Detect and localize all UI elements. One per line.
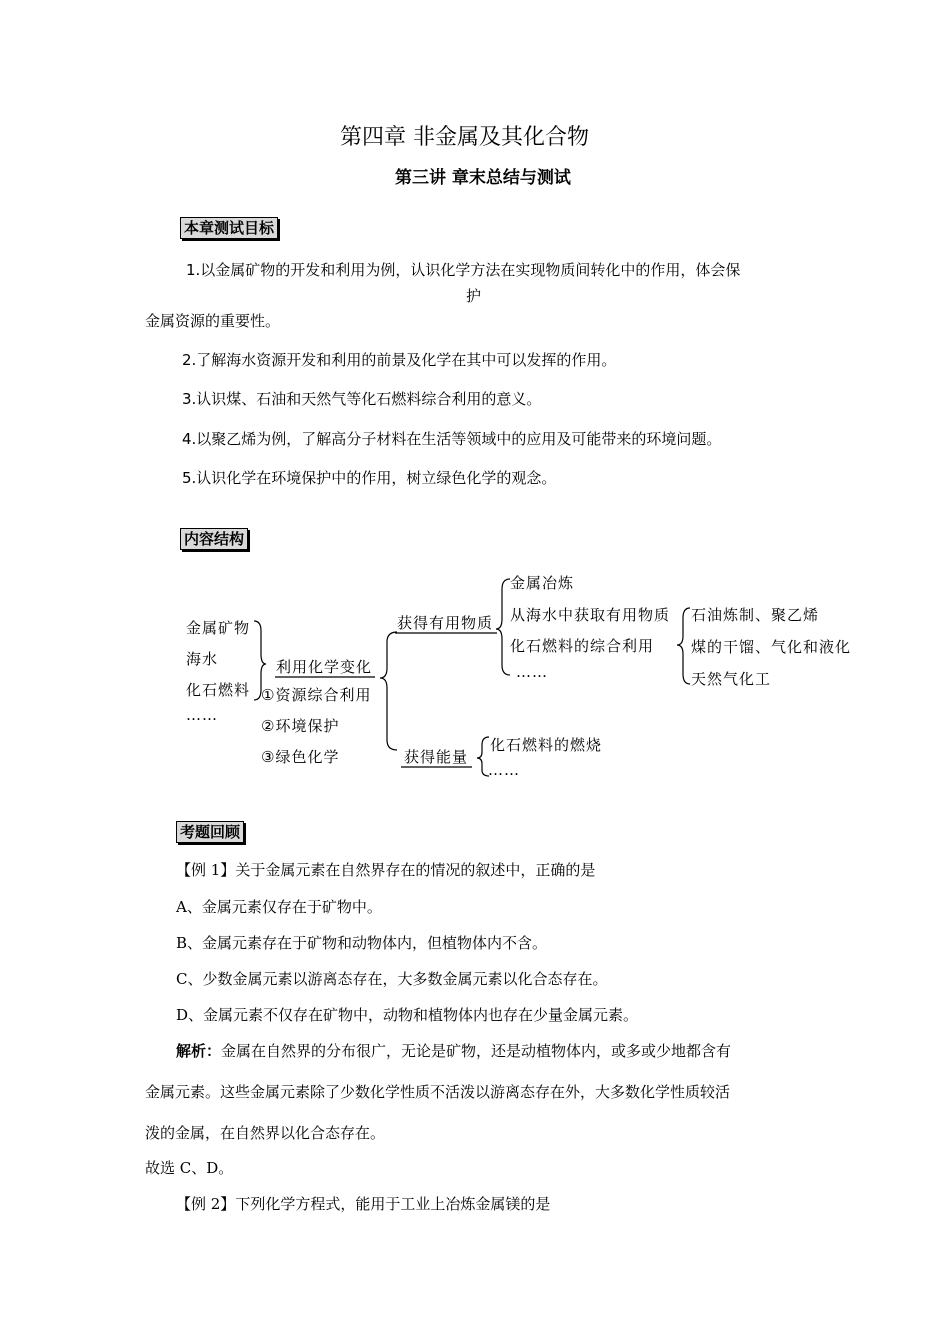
- goal-item-1-cont: 金属资源的重要性。: [145, 312, 281, 330]
- center-item-1: ①资源综合利用: [261, 686, 372, 704]
- fossil-item-1: 石油炼制、聚乙烯: [691, 606, 820, 624]
- source-fossil-fuel: 化石燃料: [186, 681, 251, 699]
- energy-item-more: ……: [488, 761, 520, 779]
- useful-item-more: ……: [516, 663, 548, 681]
- useful-item-2: 从海水中获取有用物质: [510, 606, 671, 624]
- useful-item-3: 化石燃料的综合利用: [510, 637, 655, 655]
- chapter-title: 第四章 非金属及其化合物: [340, 125, 589, 150]
- source-more: ……: [186, 706, 218, 724]
- goal-item-1-wrap: 护: [466, 287, 482, 305]
- goal-item-2: 2.了解海水资源开发和利用的前景及化学在其中可以发挥的作用。: [182, 351, 617, 369]
- brace-useful: [496, 579, 510, 675]
- goal-item-3: 3.认识煤、石油和天然气等化石燃料综合利用的意义。: [182, 390, 542, 408]
- useful-item-1: 金属冶炼: [510, 574, 575, 592]
- source-ore: 金属矿物: [186, 619, 251, 637]
- option-d: D、金属元素不仅存在矿物中，动物和植物体内也存在少量金属元素。: [176, 1006, 639, 1024]
- branch-useful: 获得有用物质: [397, 614, 494, 632]
- analysis-text-2: 金属元素。这些金属元素除了少数化学性质不活泼以游离态存在外，大多数化学性质较活: [145, 1083, 731, 1101]
- goal-item-4: 4.以聚乙烯为例，了解高分子材料在生活等领域中的应用及可能带来的环境问题。: [182, 430, 722, 448]
- brace-fossil: [677, 608, 690, 684]
- example-1: [176, 859, 595, 880]
- center-item-2: ②环境保护: [261, 717, 340, 735]
- brace-sources: [254, 621, 266, 700]
- energy-item-1: 化石燃料的燃烧: [490, 736, 603, 754]
- analysis-label: 解析：: [176, 1042, 222, 1060]
- goals-heading: 本章测试目标: [180, 217, 278, 239]
- branch-energy: 获得能量: [404, 748, 469, 766]
- example-2-question: 下列化学方程式，能用于工业上冶炼金属镁的是: [235, 1195, 551, 1213]
- option-c: C、少数金属元素以游离态存在，大多数金属元素以化合态存在。: [176, 970, 608, 988]
- brace-energy: [477, 737, 489, 776]
- center-label: 利用化学变化: [276, 658, 373, 676]
- lecture-title: 第三讲 章末总结与测试: [395, 168, 571, 188]
- example-2: [176, 1193, 550, 1214]
- option-a: A、金属元素仅存在于矿物中。: [176, 898, 382, 916]
- analysis: [176, 1040, 731, 1061]
- example-2-tag: 【例 2】: [176, 1195, 236, 1213]
- fossil-item-3: 天然气化工: [691, 670, 772, 688]
- goal-item-5: 5.认识化学在环境保护中的作用，树立绿色化学的观念。: [182, 469, 557, 487]
- review-heading: 考题回顾: [176, 821, 244, 843]
- answer: 故选 C、D。: [145, 1159, 234, 1177]
- analysis-text-1: 金属在自然界的分布很广，无论是矿物，还是动植物体内，或多或少地都含有: [221, 1042, 732, 1060]
- structure-heading: 内容结构: [180, 528, 248, 550]
- analysis-text-3: 泼的金属，在自然界以化合态存在。: [145, 1124, 386, 1142]
- source-seawater: 海水: [186, 650, 219, 668]
- center-item-3: ③绿色化学: [261, 748, 340, 766]
- brace-branches: [380, 632, 397, 750]
- option-b: B、金属元素存在于矿物和动物体内，但植物体内不含。: [176, 934, 548, 952]
- example-1-tag: 【例 1】: [176, 861, 236, 879]
- goal-item-1: 1.以金属矿物的开发和利用为例，认识化学方法在实现物质间转化中的作用，体会保: [186, 261, 741, 279]
- example-1-question: 关于金属元素在自然界存在的情况的叙述中，正确的是: [235, 861, 596, 879]
- fossil-item-2: 煤的干馏、气化和液化: [691, 638, 852, 656]
